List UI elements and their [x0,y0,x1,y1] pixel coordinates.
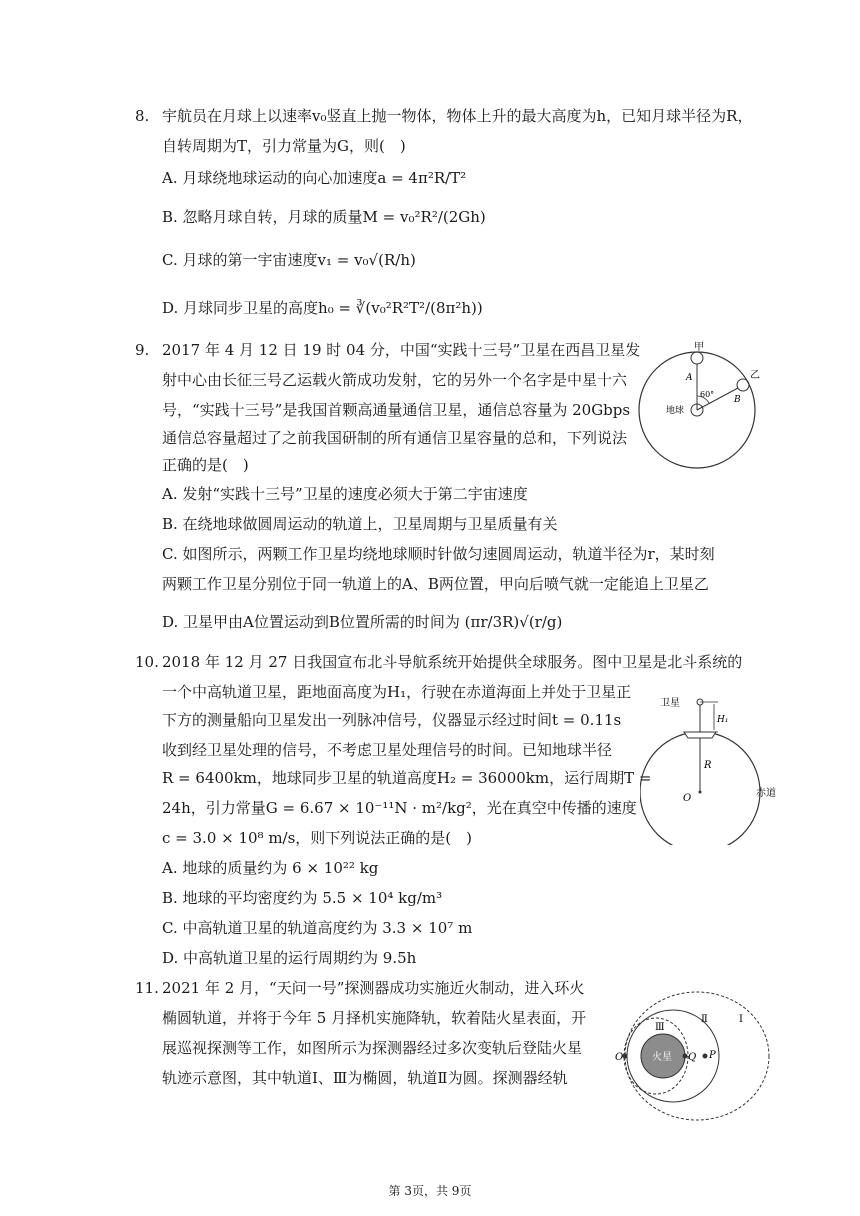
label-equator: 赤道 [756,788,776,799]
label-p: P [709,1050,716,1061]
satellite-yi [737,379,749,391]
q9-option-c-line1: C. 如图所示，两颗工作卫星均绕地球顺时针做匀速圆周运动，轨道半径为r，某时刻 [162,545,715,563]
q9-stem-line3: 号，“实践十三号”是我国首颗高通量通信卫星，通信总容量为 20Gbps [162,401,631,419]
q10-stem-line6: 24h，引力常量G = 6.67 × 10⁻¹¹N · m²/kg²，光在真空中传播的速度 [162,799,637,817]
label-a: A [686,373,693,383]
q9-number: 9. [135,341,150,359]
satellite-jia [691,352,703,364]
q9-option-d: D. 卫星甲由A位置运动到B位置所需的时间为 (πr/3R)√(r/g) [162,613,563,631]
q10-stem-line2: 一个中高轨道卫星，距地面高度为H₁，行驶在赤道海面上并处于卫星正 [162,683,632,701]
label-b: B [734,395,741,405]
q8-option-b: B. 忽略月球自转，月球的质量M = v₀²R²/(2Gh) [162,208,486,226]
q10-option-d: D. 中高轨道卫星的运行周期约为 9.5h [162,949,417,967]
q11-mars-orbit-figure [615,982,775,1122]
q10-satellite-figure [640,690,790,845]
label-jia: 甲 [694,342,704,353]
q9-option-c-line2: 两颗工作卫星分别位于同一轨道上的A、B两位置，甲向后喷气就一定能追上卫星乙 [162,575,709,593]
q9-orbit-figure [630,340,770,470]
q11-stem-line1: 2021 年 2 月，“天问一号”探测器成功实施近火制动，进入环火 [162,979,585,997]
q10-option-b: B. 地球的平均密度约为 5.5 × 10⁴ kg/m³ [162,889,443,907]
q8-option-d: D. 月球同步卫星的高度h₀ = ∛(v₀²R²T²/(8π²h)) [162,299,483,317]
q8-number: 8. [135,107,150,125]
q8-stem-line1: 宇航员在月球上以速率v₀竖直上抛一物体，物体上升的最大高度为h，已知月球半径为R， [162,107,753,125]
q10-stem-line7: c = 3.0 × 10⁸ m/s，则下列说法正确的是( ) [162,829,473,847]
label-orbit-i: Ⅰ [739,1014,743,1025]
q10-stem-line1: 2018 年 12 月 27 日我国宣布北斗导航系统开始提供全球服务。图中卫星是北斗系统的 [162,653,743,671]
label-angle: 60° [700,390,715,399]
label-yi: 乙 [750,370,760,381]
page-footer: 第 3页，共 9页 [388,1184,472,1198]
label-orbit-ii: Ⅱ [701,1014,708,1025]
q10-option-c: C. 中高轨道卫星的轨道高度约为 3.3 × 10⁷ m [162,919,473,937]
q10-option-a: A. 地球的质量约为 6 × 10²² kg [162,859,379,877]
q9-stem-line5: 正确的是( ) [162,456,249,474]
label-satellite: 卫星 [660,698,680,709]
label-h1: H₁ [717,715,729,725]
label-q: Q [688,1052,697,1063]
q9-option-b: B. 在绕地球做圆周运动的轨道上，卫星周期与卫星质量有关 [162,515,558,533]
q11-stem-line2: 椭圆轨道，并将于今年 5 月择机实施降轨，软着陆火星表面，开 [162,1009,587,1027]
q11-number: 11. [135,979,159,997]
q11-stem-line3: 展巡视探测等工作，如图所示为探测器经过多次变轨后登陆火星 [162,1039,583,1057]
label-o: O [683,793,692,804]
q9-option-a: A. 发射“实践十三号”卫星的速度必须大于第二宇宙速度 [162,485,528,503]
q10-stem-line4: 收到经卫星处理的信号，不考虑卫星处理信号的时间。已知地球半径 [162,741,613,759]
q8-option-c: C. 月球的第一宇宙速度v₁ = v₀√(R/h) [162,251,416,269]
q9-stem-line1: 2017 年 4 月 12 日 19 时 04 分，中国“实践十三号”卫星在西昌卫星发 [162,341,641,359]
q10-stem-line3: 下方的测量船向卫星发出一列脉冲信号，仪器显示经过时间t = 0.11s [162,711,622,729]
q8-option-a: A. 月球绕地球运动的向心加速度a = 4π²R/T² [162,169,467,187]
label-earth: 地球 [666,406,685,416]
label-orbit-iii: Ⅲ [655,1022,665,1033]
label-o: O [615,1052,624,1063]
q11-stem-line4: 轨迹示意图，其中轨道Ⅰ、Ⅲ为椭圆，轨道Ⅱ为圆。探测器经轨 [162,1069,568,1087]
label-mars: 火星 [652,1052,672,1063]
ship-icon [684,732,716,738]
q9-stem-line4: 通信总容量超过了之前我国研制的所有通信卫星容量的总和，下列说法 [162,429,628,447]
q9-stem-line2: 射中心由长征三号乙运载火箭成功发射，它的另外一个名字是中星十六 [162,371,628,389]
q10-stem-line5: R = 6400km，地球同步卫星的轨道高度H₂ = 36000km，运行周期T = [162,769,652,787]
q10-number: 10. [135,653,159,671]
q8-stem-line2: 自转周期为T，引力常量为G，则( ) [162,137,406,155]
label-r: R [704,760,712,771]
